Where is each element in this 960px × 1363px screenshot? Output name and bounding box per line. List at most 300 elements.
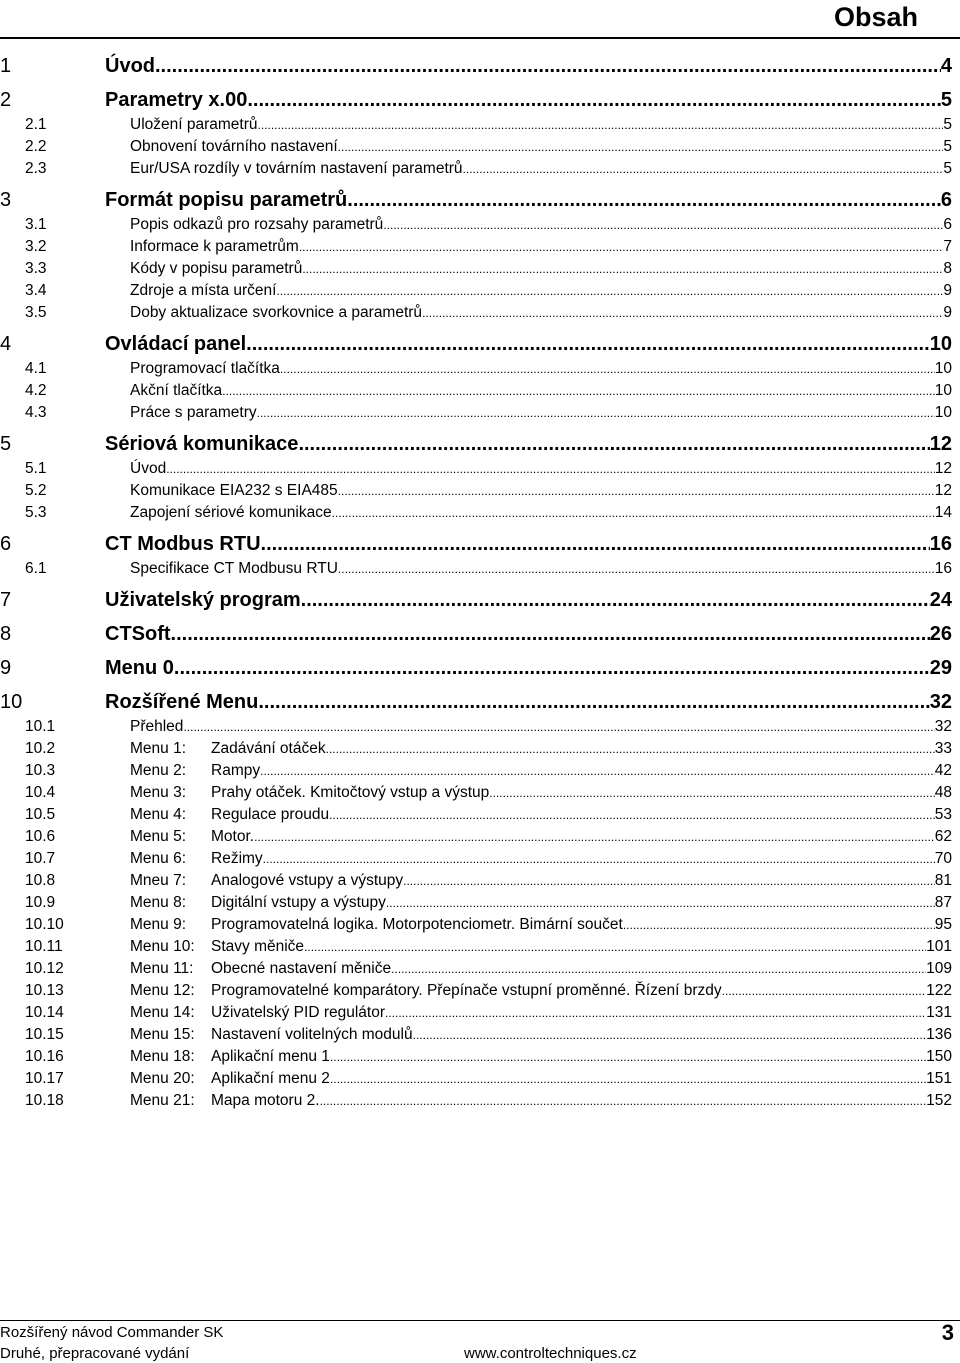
section-number: 2.3 — [25, 160, 47, 177]
section-title: Nastavení volitelných modulů — [211, 1026, 413, 1043]
section-page-number: 122 — [926, 982, 952, 999]
section-number: 10.5 — [25, 806, 56, 823]
chapter-number: 2 — [0, 89, 12, 111]
toc-section-entry[interactable] — [0, 892, 960, 914]
footer-document-title: Rozšířený návod Commander SK — [0, 1324, 224, 1341]
section-entry-line — [130, 458, 952, 480]
section-page-number: 5 — [943, 116, 952, 133]
toc-section-entry[interactable] — [0, 280, 960, 302]
section-title: Uložení parametrů — [130, 116, 258, 133]
section-number: 3.3 — [25, 260, 47, 277]
dot-leader — [222, 380, 935, 402]
toc-section-entry[interactable] — [0, 502, 960, 524]
chapter-page-number: 5 — [940, 89, 952, 111]
section-page-number: 81 — [934, 872, 952, 889]
section-page-number: 7 — [943, 238, 952, 255]
chapter-title: Úvod — [105, 55, 155, 77]
section-menu-label: Menu 12: — [130, 982, 195, 999]
section-entry-line — [130, 502, 952, 524]
section-menu-label: Menu 14: — [130, 1004, 195, 1021]
toc-section-entry[interactable] — [0, 302, 960, 324]
chapter-number: 5 — [0, 433, 12, 455]
section-title-wrap — [130, 114, 258, 136]
section-entry-line — [130, 980, 952, 1002]
chapter-entry-line — [105, 186, 952, 214]
section-title-wrap — [130, 738, 326, 760]
dot-leader — [338, 136, 944, 158]
section-title: Popis odkazů pro rozsahy parametrů — [130, 216, 384, 233]
dot-leader — [254, 826, 935, 848]
toc-chapter-entry[interactable] — [0, 620, 960, 648]
section-entry-line — [130, 114, 952, 136]
toc-section-entry[interactable] — [0, 870, 960, 892]
section-page-number: 87 — [934, 894, 952, 911]
section-number: 10.16 — [25, 1048, 64, 1065]
section-page-number: 16 — [934, 560, 952, 577]
section-title-wrap — [130, 214, 383, 236]
section-menu-label: Menu 5: — [130, 828, 187, 845]
toc-section-entry[interactable] — [0, 214, 960, 236]
footer-page-number: 3 — [941, 1320, 954, 1345]
section-entry-line — [130, 958, 952, 980]
dot-leader — [246, 330, 930, 358]
chapter-number: 8 — [0, 623, 12, 645]
section-page-number: 5 — [943, 160, 952, 177]
section-title-wrap — [130, 458, 166, 480]
toc-section-entry[interactable] — [0, 114, 960, 136]
dot-leader — [347, 186, 941, 214]
section-number: 10.7 — [25, 850, 56, 867]
dot-leader — [463, 158, 944, 180]
section-title-wrap — [130, 236, 299, 258]
section-number: 10.12 — [25, 960, 64, 977]
section-title: Přehled — [130, 718, 184, 735]
section-title-wrap — [130, 1090, 320, 1112]
toc-section-entry[interactable] — [0, 236, 960, 258]
toc-section-entry[interactable] — [0, 480, 960, 502]
chapter-number: 3 — [0, 189, 12, 211]
footer-edition: Druhé, přepracované vydání — [0, 1345, 190, 1362]
toc-section-entry[interactable] — [0, 136, 960, 158]
toc-section-entry[interactable] — [0, 1024, 960, 1046]
section-title: Programovatelné komparátory. Přepínače vstupní proměnné. Řízení brzdy — [211, 982, 722, 999]
table-of-contents — [0, 52, 960, 1112]
section-title: Prahy otáček. Kmitočtový vstup a výstup — [211, 784, 490, 801]
toc-chapter-entry[interactable] — [0, 688, 960, 716]
section-title-wrap — [130, 804, 329, 826]
chapter-entry-line — [105, 620, 952, 648]
section-title-wrap — [130, 402, 257, 424]
chapter-entry-line — [105, 86, 952, 114]
section-entry-line — [130, 136, 952, 158]
section-title-wrap — [130, 558, 338, 580]
section-title: Digitální vstupy a výstupy — [211, 894, 386, 911]
section-title: Kódy v popisu parametrů — [130, 260, 303, 277]
section-entry-line — [130, 358, 952, 380]
section-title-wrap — [130, 826, 254, 848]
section-number: 10.14 — [25, 1004, 64, 1021]
section-number: 10.8 — [25, 872, 56, 889]
section-number: 10.1 — [25, 718, 56, 735]
dot-leader — [329, 804, 935, 826]
section-menu-label: Menu 4: — [130, 806, 187, 823]
toc-chapter-entry[interactable] — [0, 586, 960, 614]
dot-leader — [332, 502, 935, 524]
dot-leader — [174, 654, 930, 682]
toc-section-entry[interactable] — [0, 782, 960, 804]
chapter-title: Menu 0 — [105, 657, 174, 679]
section-entry-line — [130, 1090, 952, 1112]
section-number: 10.3 — [25, 762, 56, 779]
section-title: Aplikační menu 2 — [211, 1070, 330, 1087]
chapter-title: Sériová komunikace — [105, 433, 299, 455]
section-title: Zdroje a místa určení — [130, 282, 277, 299]
chapter-number: 7 — [0, 589, 12, 611]
toc-section-entry[interactable] — [0, 380, 960, 402]
section-title: Mapa motoru 2. — [211, 1092, 320, 1109]
chapter-title: Rozšířené Menu — [105, 691, 259, 713]
dot-leader — [155, 52, 941, 80]
section-title-wrap — [130, 782, 489, 804]
section-entry-line — [130, 782, 952, 804]
dot-leader — [276, 280, 943, 302]
section-title: Režimy — [211, 850, 263, 867]
dot-leader — [391, 958, 926, 980]
section-entry-line — [130, 402, 952, 424]
section-number: 10.4 — [25, 784, 56, 801]
toc-chapter-entry[interactable] — [0, 186, 960, 214]
section-number: 5.2 — [25, 482, 47, 499]
section-page-number: 136 — [926, 1026, 952, 1043]
chapter-page-number: 29 — [929, 657, 952, 679]
section-page-number: 152 — [926, 1092, 952, 1109]
section-page-number: 70 — [934, 850, 952, 867]
section-title: Programovatelná logika. Motorpotenciometr. Bimární součet — [211, 916, 623, 933]
section-page-number: 5 — [943, 138, 952, 155]
section-page-number: 53 — [934, 806, 952, 823]
section-title: Informace k parametrům — [130, 238, 299, 255]
toc-section-entry[interactable] — [0, 458, 960, 480]
section-number: 4.3 — [25, 404, 47, 421]
dot-leader — [338, 480, 935, 502]
section-entry-line — [130, 892, 952, 914]
toc-section-entry[interactable] — [0, 558, 960, 580]
chapter-title: Uživatelský program — [105, 589, 301, 611]
section-number: 3.4 — [25, 282, 47, 299]
dot-leader — [166, 458, 935, 480]
chapter-title: CT Modbus RTU — [105, 533, 261, 555]
toc-section-entry[interactable] — [0, 826, 960, 848]
section-menu-label: Menu 9: — [130, 916, 187, 933]
dot-leader — [260, 760, 935, 782]
section-title: Obnovení továrního nastavení — [130, 138, 338, 155]
section-title: Zapojení sériové komunikace — [130, 504, 332, 521]
section-number: 2.1 — [25, 116, 47, 133]
section-entry-line — [130, 558, 952, 580]
dot-leader — [338, 558, 935, 580]
section-title: Doby aktualizace svorkovnice a parametrů — [130, 304, 423, 321]
chapter-entry-line — [105, 688, 952, 716]
section-page-number: 48 — [934, 784, 952, 801]
section-entry-line — [130, 258, 952, 280]
section-menu-label: Menu 10: — [130, 938, 195, 955]
section-entry-line — [130, 760, 952, 782]
chapter-entry-line — [105, 530, 952, 558]
toc-section-entry[interactable] — [0, 914, 960, 936]
toc-section-entry[interactable] — [0, 1068, 960, 1090]
section-title: Uživatelský PID regulátor — [211, 1004, 386, 1021]
chapter-page-number: 26 — [929, 623, 952, 645]
section-page-number: 10 — [934, 404, 952, 421]
section-title-wrap — [130, 1002, 385, 1024]
section-menu-label: Menu 18: — [130, 1048, 195, 1065]
section-entry-line — [130, 914, 952, 936]
section-number: 10.10 — [25, 916, 64, 933]
chapter-entry-line — [105, 586, 952, 614]
section-title-wrap — [130, 380, 222, 402]
section-number: 10.11 — [25, 938, 63, 955]
section-entry-line — [130, 1046, 952, 1068]
section-menu-label: Menu 15: — [130, 1026, 195, 1043]
chapter-number: 1 — [0, 55, 12, 77]
toc-section-entry[interactable] — [0, 258, 960, 280]
section-entry-line — [130, 804, 952, 826]
chapter-number: 6 — [0, 533, 12, 555]
chapter-title: CTSoft — [105, 623, 171, 645]
chapter-number: 10 — [0, 691, 23, 713]
section-title: Stavy měniče — [211, 938, 305, 955]
dot-leader — [183, 716, 934, 738]
section-page-number: 14 — [934, 504, 952, 521]
dot-leader — [261, 530, 930, 558]
section-number: 10.17 — [25, 1070, 64, 1087]
section-title-wrap — [130, 280, 276, 302]
toc-section-entry[interactable] — [0, 958, 960, 980]
toc-chapter-entry[interactable] — [0, 430, 960, 458]
section-page-number: 151 — [926, 1070, 952, 1087]
dot-leader — [258, 114, 944, 136]
toc-chapter-entry[interactable] — [0, 654, 960, 682]
section-title-wrap — [130, 302, 422, 324]
section-title: Regulace proudu — [211, 806, 330, 823]
section-page-number: 12 — [934, 460, 952, 477]
section-page-number: 32 — [934, 718, 952, 735]
section-menu-label: Menu 8: — [130, 894, 187, 911]
section-title-wrap — [130, 760, 260, 782]
section-entry-line — [130, 936, 952, 958]
dot-leader — [403, 870, 935, 892]
section-title-wrap — [130, 1046, 330, 1068]
section-menu-label: Menu 20: — [130, 1070, 195, 1087]
section-title-wrap — [130, 870, 403, 892]
section-entry-line — [130, 1002, 952, 1024]
section-page-number: 131 — [926, 1004, 952, 1021]
dot-leader — [385, 1002, 926, 1024]
dot-leader — [171, 620, 930, 648]
dot-leader — [304, 936, 926, 958]
dot-leader — [383, 214, 943, 236]
section-title-wrap — [130, 1024, 413, 1046]
section-title-wrap — [130, 980, 722, 1002]
section-title: Akční tlačítka — [130, 382, 223, 399]
toc-chapter-entry[interactable] — [0, 330, 960, 358]
section-title: Rampy — [211, 762, 261, 779]
section-entry-line — [130, 716, 952, 738]
section-number: 6.1 — [25, 560, 47, 577]
section-number: 5.3 — [25, 504, 47, 521]
dot-leader — [623, 914, 935, 936]
section-title-wrap — [130, 958, 391, 980]
section-menu-label: Menu 21: — [130, 1092, 195, 1109]
section-page-number: 62 — [934, 828, 952, 845]
section-number: 10.15 — [25, 1026, 64, 1043]
toc-chapter-entry[interactable] — [0, 52, 960, 80]
section-entry-line — [130, 1068, 952, 1090]
dot-leader — [422, 302, 943, 324]
chapter-title: Ovládací panel — [105, 333, 247, 355]
section-page-number: 10 — [934, 382, 952, 399]
toc-chapter-entry[interactable] — [0, 86, 960, 114]
section-number: 10.9 — [25, 894, 56, 911]
section-menu-label: Menu 1: — [130, 740, 187, 757]
section-number: 3.2 — [25, 238, 47, 255]
dot-leader — [258, 688, 929, 716]
toc-section-entry[interactable] — [0, 402, 960, 424]
section-page-number: 6 — [943, 216, 952, 233]
footer-website: www.controltechniques.cz — [464, 1345, 637, 1362]
section-title: Eur/USA rozdíly v továrním nastavení parametrů — [130, 160, 463, 177]
dot-leader — [330, 1046, 926, 1068]
section-title: Programovací tlačítka — [130, 360, 280, 377]
section-title-wrap — [130, 480, 338, 502]
section-menu-label: Menu 2: — [130, 762, 187, 779]
dot-leader — [722, 980, 927, 1002]
section-entry-line — [130, 158, 952, 180]
toc-section-entry[interactable] — [0, 848, 960, 870]
dot-leader — [489, 782, 934, 804]
toc-section-entry[interactable] — [0, 358, 960, 380]
section-number: 3.5 — [25, 304, 47, 321]
dot-leader — [413, 1024, 927, 1046]
section-title-wrap — [130, 716, 183, 738]
toc-section-entry[interactable] — [0, 1002, 960, 1024]
section-number: 2.2 — [25, 138, 47, 155]
section-entry-line — [130, 480, 952, 502]
page-title-text: Obsah — [833, 2, 919, 32]
chapter-page-number: 16 — [929, 533, 952, 555]
page-title — [0, 0, 960, 34]
section-entry-line — [130, 302, 952, 324]
toc-section-entry[interactable] — [0, 738, 960, 760]
chapter-title: Formát popisu parametrů — [105, 189, 348, 211]
toc-section-entry[interactable] — [0, 804, 960, 826]
toc-section-entry[interactable] — [0, 1046, 960, 1068]
dot-leader — [299, 236, 944, 258]
section-title: Práce s parametry — [130, 404, 257, 421]
section-title-wrap — [130, 136, 338, 158]
chapter-entry-line — [105, 330, 952, 358]
section-title: Aplikační menu 1 — [211, 1048, 330, 1065]
toc-section-entry[interactable] — [0, 158, 960, 180]
section-menu-label: Menu 11: — [130, 960, 194, 977]
dot-leader — [257, 402, 935, 424]
section-page-number: 33 — [934, 740, 952, 757]
section-entry-line — [130, 380, 952, 402]
section-page-number: 12 — [934, 482, 952, 499]
section-title-wrap — [130, 1068, 330, 1090]
section-number: 10.13 — [25, 982, 64, 999]
chapter-page-number: 32 — [929, 691, 952, 713]
section-page-number: 101 — [926, 938, 952, 955]
section-page-number: 9 — [943, 282, 952, 299]
chapter-number: 4 — [0, 333, 12, 355]
section-number: 10.18 — [25, 1092, 64, 1109]
toc-chapter-entry[interactable] — [0, 530, 960, 558]
chapter-entry-line — [105, 430, 952, 458]
dot-leader — [298, 430, 929, 458]
chapter-entry-line — [105, 52, 952, 80]
section-entry-line — [130, 870, 952, 892]
footer-rule — [0, 1320, 960, 1321]
dot-leader — [326, 738, 935, 760]
section-number: 10.6 — [25, 828, 56, 845]
dot-leader — [247, 86, 941, 114]
section-number: 10.2 — [25, 740, 56, 757]
section-title-wrap — [130, 358, 280, 380]
section-entry-line — [130, 236, 952, 258]
section-entry-line — [130, 738, 952, 760]
section-title-wrap — [130, 892, 386, 914]
toc-section-entry[interactable] — [0, 1090, 960, 1112]
section-title: Úvod — [130, 460, 167, 477]
section-page-number: 9 — [943, 304, 952, 321]
section-title-wrap — [130, 914, 623, 936]
section-title: Obecné nastavení měniče — [211, 960, 392, 977]
toc-section-entry[interactable] — [0, 716, 960, 738]
section-title: Specifikace CT Modbusu RTU — [130, 560, 338, 577]
section-page-number: 42 — [934, 762, 952, 779]
chapter-page-number: 10 — [929, 333, 952, 355]
toc-section-entry[interactable] — [0, 980, 960, 1002]
dot-leader — [386, 892, 935, 914]
chapter-page-number: 4 — [940, 55, 952, 77]
section-menu-label: Menu 6: — [130, 850, 187, 867]
toc-section-entry[interactable] — [0, 760, 960, 782]
section-entry-line — [130, 214, 952, 236]
section-number: 4.2 — [25, 382, 47, 399]
section-title-wrap — [130, 158, 463, 180]
chapter-page-number: 6 — [940, 189, 952, 211]
section-menu-label: Mneu 7: — [130, 872, 187, 889]
section-page-number: 10 — [934, 360, 952, 377]
chapter-number: 9 — [0, 657, 12, 679]
section-title-wrap — [130, 936, 304, 958]
section-entry-line — [130, 1024, 952, 1046]
section-title-wrap — [130, 848, 263, 870]
dot-leader — [280, 358, 935, 380]
toc-section-entry[interactable] — [0, 936, 960, 958]
dot-leader — [330, 1068, 926, 1090]
dot-leader — [320, 1090, 927, 1112]
section-entry-line — [130, 826, 952, 848]
chapter-title: Parametry x.00 — [105, 89, 248, 111]
chapter-entry-line — [105, 654, 952, 682]
dot-leader — [301, 586, 930, 614]
section-number: 4.1 — [25, 360, 47, 377]
dot-leader — [263, 848, 935, 870]
section-title-wrap — [130, 258, 302, 280]
section-page-number: 95 — [934, 916, 952, 933]
